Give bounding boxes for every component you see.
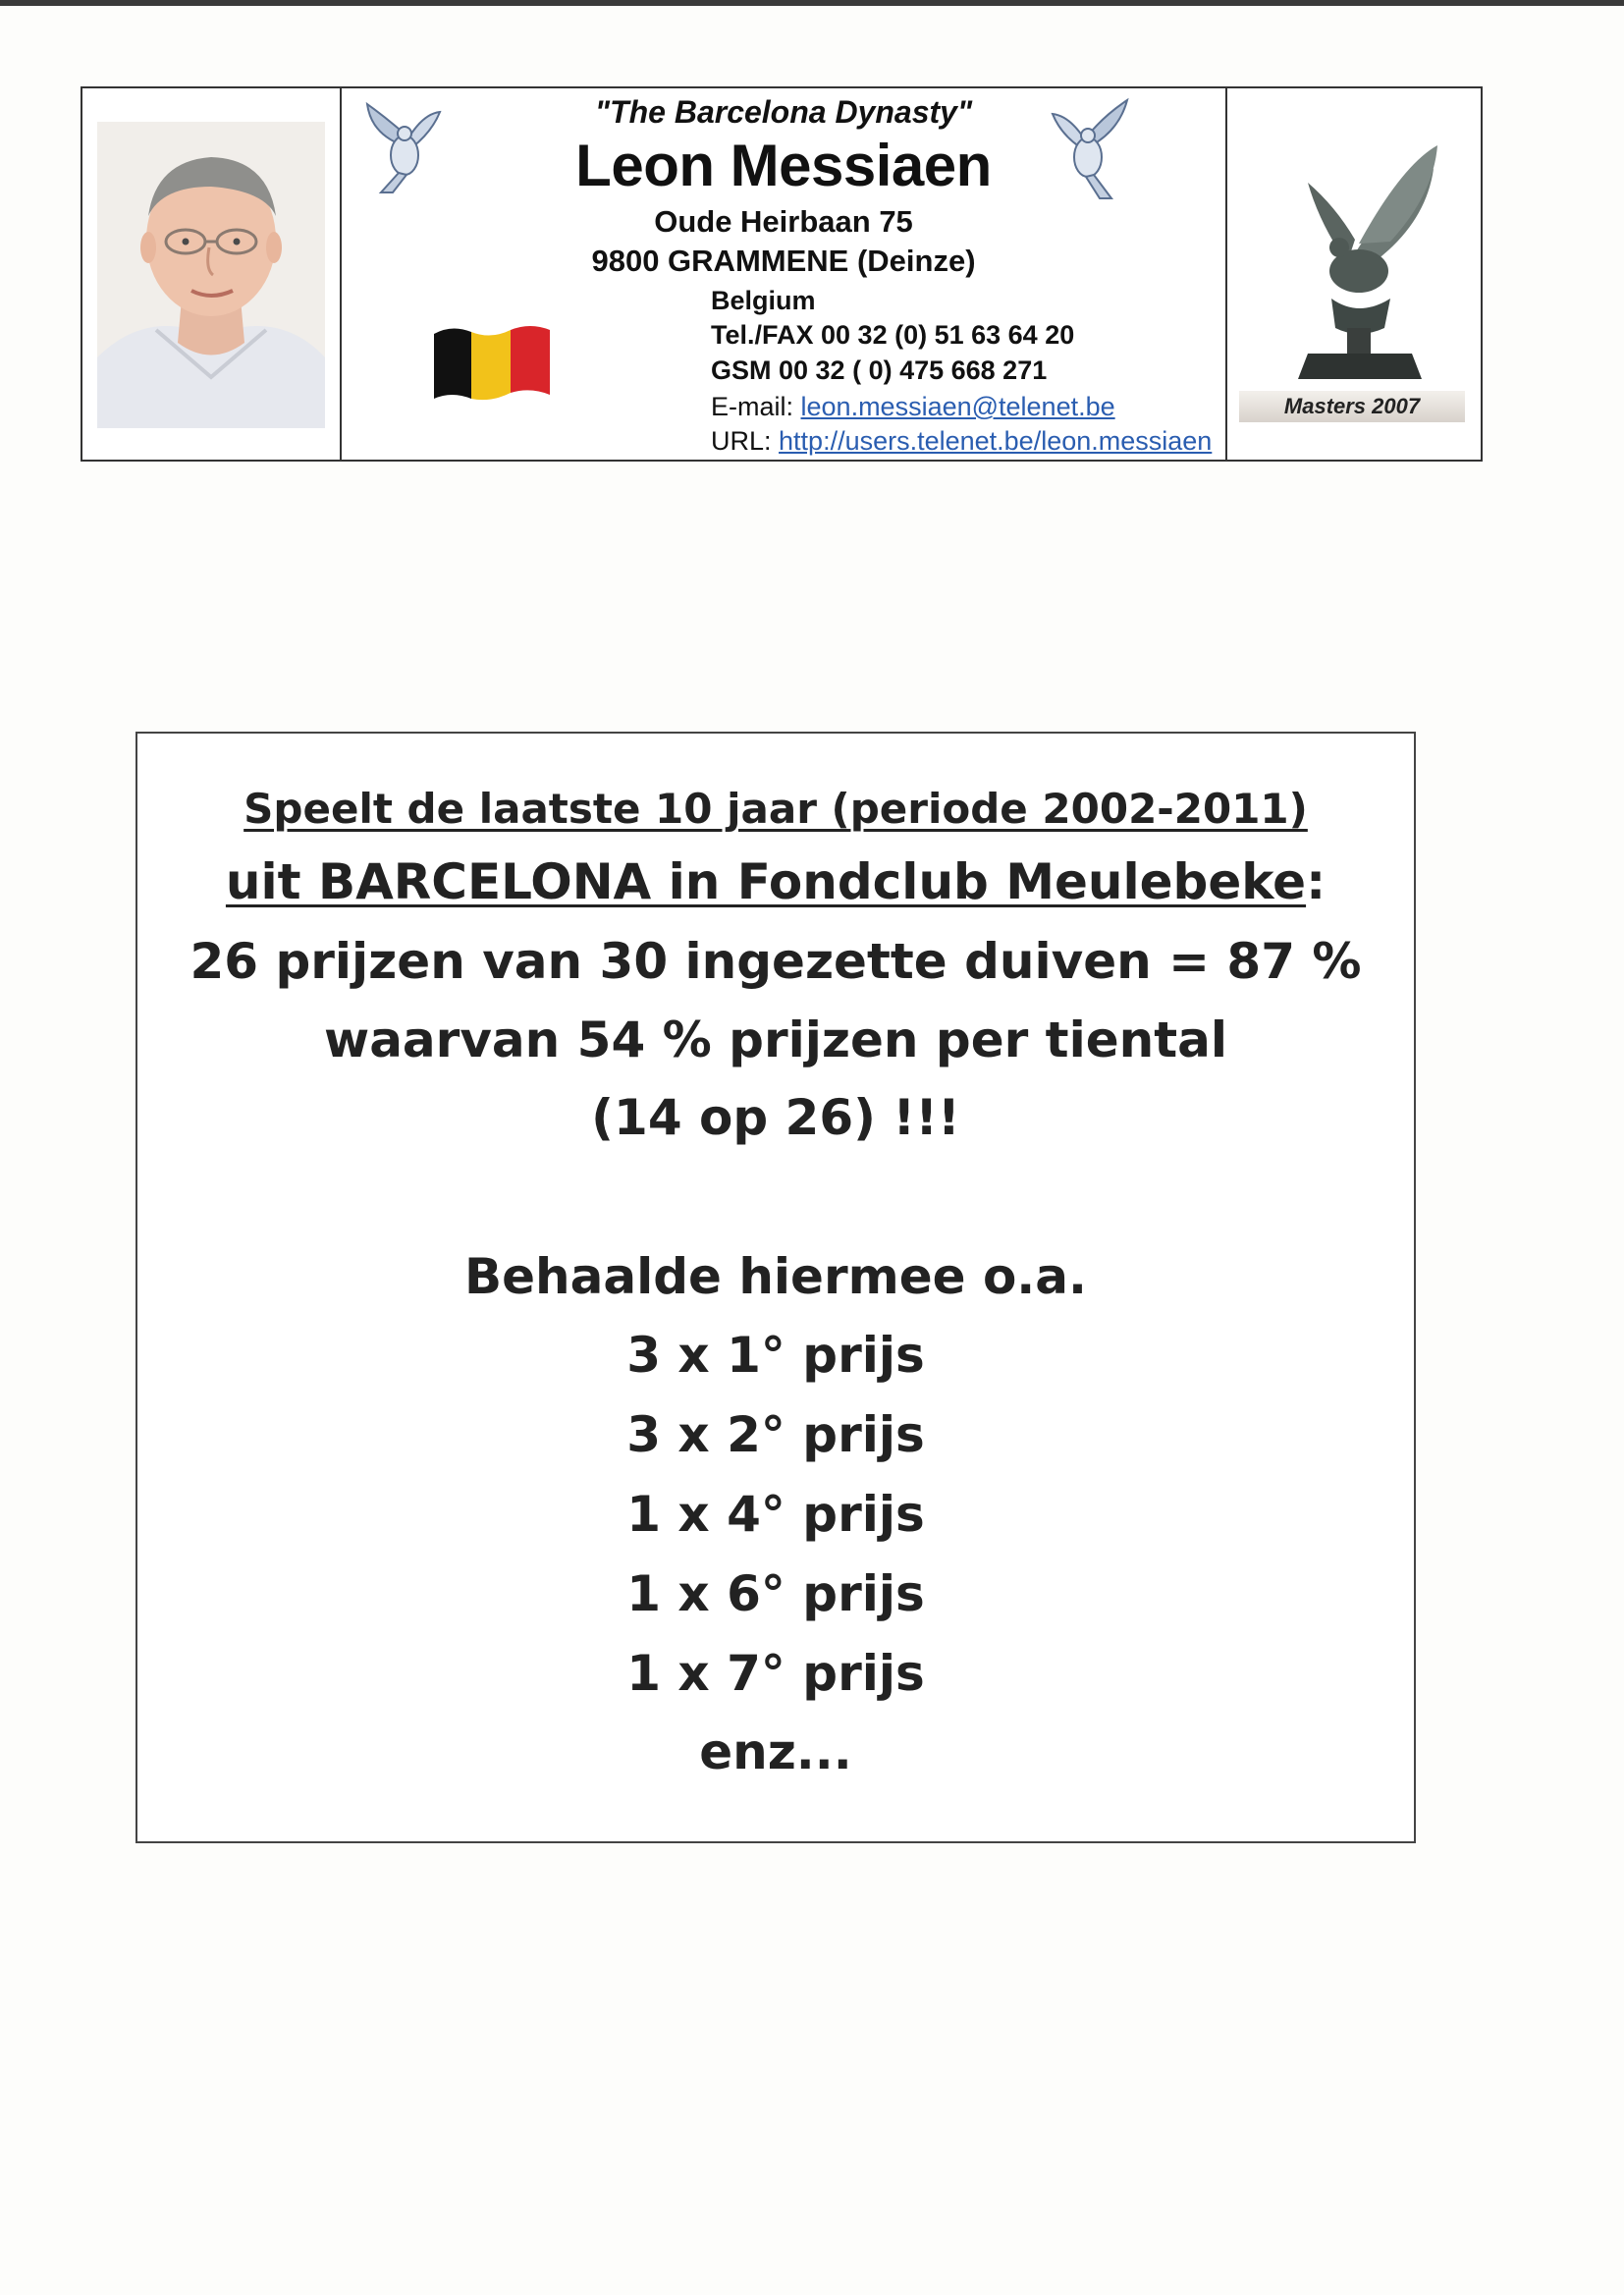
email-link[interactable]: leon.messiaen@telenet.be (800, 392, 1115, 421)
email-label: E-mail: (711, 392, 801, 421)
award-caption: Masters 2007 (1239, 391, 1465, 422)
per-ten-summary: waarvan 54 % prijzen per tiental (324, 1011, 1227, 1068)
club-text: uit BARCELONA in Fondclub Meulebeke (225, 853, 1307, 910)
club-colon: : (1306, 853, 1326, 910)
photo-column (82, 88, 342, 460)
award-column (1227, 88, 1483, 460)
breeder-name: Leon Messiaen (575, 133, 992, 198)
period-line: Speelt de laatste 10 jaar (periode 2002-2011) (244, 785, 1308, 833)
results-notice (135, 732, 1416, 1843)
url-label: URL: (711, 426, 780, 456)
city-address: 9800 GRAMMENE (Deinze) (591, 244, 976, 278)
prize-line: 1 x 4° prijs (626, 1486, 925, 1543)
prize-line: 3 x 1° prijs (626, 1327, 925, 1384)
contact-column (342, 88, 1227, 460)
street-address: Oude Heirbaan 75 (654, 204, 913, 239)
portrait-photo (97, 122, 325, 428)
notice-heading (137, 785, 1414, 833)
gsm-number: GSM 00 32 ( 0) 475 668 271 (711, 355, 1048, 385)
club-line (137, 853, 1414, 910)
ratio-line: (14 op 26) !!! (591, 1089, 960, 1146)
letterhead (81, 86, 1483, 462)
prize-line: 1 x 6° prijs (626, 1565, 925, 1622)
prize-line: 1 x 7° prijs (626, 1645, 925, 1702)
achievements-heading: Behaalde hiermee o.a. (463, 1248, 1088, 1305)
country: Belgium (711, 286, 816, 315)
belgian-flag-icon (430, 322, 554, 401)
ending-text: enz... (699, 1723, 852, 1780)
pigeon-trophy-icon (1237, 126, 1473, 393)
email-line (711, 392, 1115, 422)
tagline: "The Barcelona Dynasty" (594, 94, 973, 130)
prize-line: 3 x 2° prijs (626, 1406, 925, 1463)
url-line (711, 426, 1212, 457)
website-link[interactable]: http://users.telenet.be/leon.messiaen (779, 426, 1213, 456)
prizes-summary: 26 prijzen van 30 ingezette duiven = 87 % (189, 933, 1362, 990)
tel-fax: Tel./FAX 00 32 (0) 51 63 64 20 (711, 320, 1075, 350)
scan-top-edge (0, 0, 1624, 6)
